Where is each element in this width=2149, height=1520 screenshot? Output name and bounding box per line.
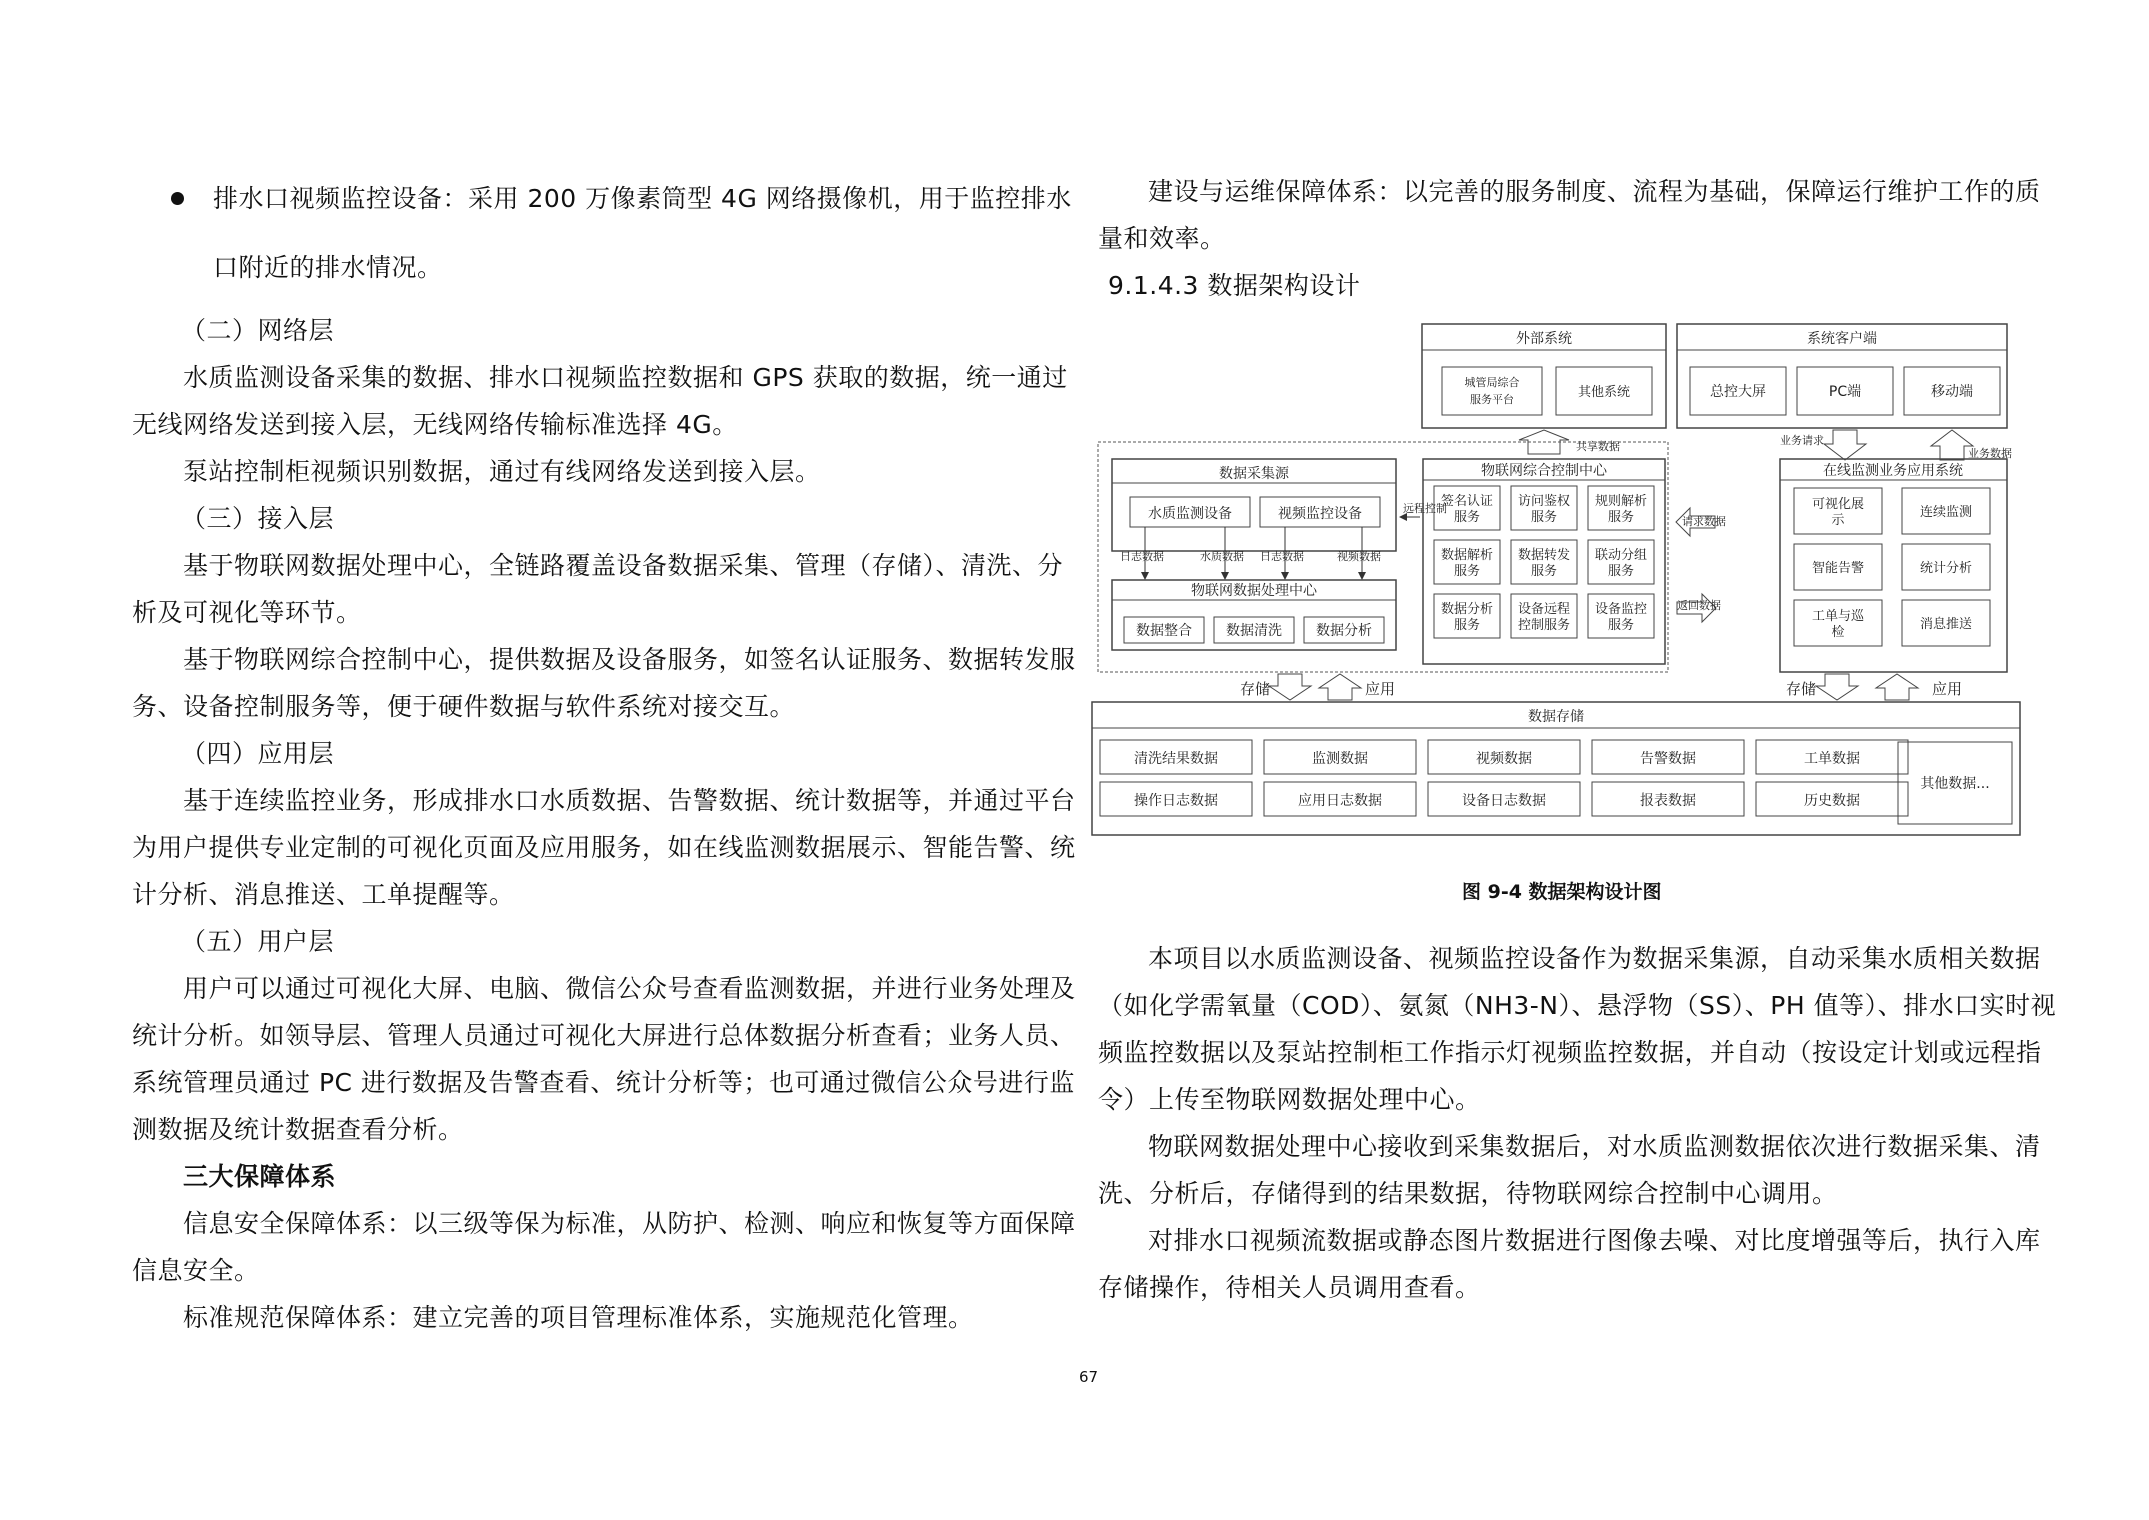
paragraph-line: 务、设备控制服务等，便于硬件数据与软件系统对接交互。 (132, 692, 796, 721)
bullet-item-line1: 排水口视频监控设备：采用 200 万像素筒型 4G 网络摄像机，用于监控排水 (213, 184, 1072, 213)
storage-arrow-label: 应用 (1365, 680, 1396, 698)
external-item: 其他系统 (1577, 385, 1631, 400)
app-function: 可视化展示 (1811, 497, 1865, 528)
collection-device: 视频监控设备 (1278, 506, 1362, 522)
storage-arrow-label: 存储 (1786, 680, 1817, 698)
processing-item: 数据清洗 (1226, 623, 1282, 639)
app-function: 工单与巡检 (1811, 609, 1865, 640)
storage-item: 应用日志数据 (1298, 793, 1382, 809)
paragraph-line: 系统管理员通过 PC 进行数据及告警查看、统计分析等；也可通过微信公众号进行监 (132, 1068, 1075, 1097)
processing-item: 数据分析 (1316, 623, 1372, 639)
paragraph-line: 本项目以水质监测设备、视频监控设备作为数据采集源，自动采集水质相关数据 (1148, 944, 2041, 973)
app-function: 连续监测 (1919, 505, 1973, 520)
collection-device: 水质监测设备 (1148, 506, 1232, 522)
paragraph-line: 为用户提供专业定制的可视化页面及应用服务，如在线监测数据展示、智能告警、统 (132, 833, 1076, 862)
collection-title: 数据采集源 (1219, 466, 1289, 482)
iot-service: 规则解析服务 (1594, 494, 1648, 525)
request-label: 请求数据 (1682, 515, 1726, 528)
biz-request-label: 业务请求 (1780, 434, 1824, 447)
paragraph-line: 信息安全。 (132, 1256, 260, 1285)
paragraph-line: 析及可视化等环节。 (132, 598, 362, 627)
flow-label: 日志数据 (1260, 550, 1304, 563)
client-item: 移动端 (1931, 384, 1973, 400)
iot-service: 访问鉴权服务 (1517, 494, 1571, 525)
paragraph-line: 统计分析。如领导层、管理人员通过可视化大屏进行总体数据分析查看；业务人员、 (132, 1021, 1076, 1050)
app-heading: （四）应用层 (181, 739, 335, 768)
iot-service: 数据分析服务 (1440, 602, 1494, 633)
iot-service: 签名认证服务 (1440, 494, 1494, 525)
paragraph-line: 标准规范保障体系：建立完善的项目管理标准体系，实施规范化管理。 (183, 1303, 974, 1332)
client-title: 系统客户端 (1807, 331, 1877, 347)
paragraph-line: 泵站控制柜视频识别数据，通过有线网络发送到接入层。 (183, 457, 821, 486)
flow-label: 日志数据 (1120, 550, 1164, 563)
return-label: 返回数据 (1677, 599, 1721, 612)
paragraph-line: 令）上传至物联网数据处理中心。 (1098, 1085, 1481, 1114)
page-number: 67 (1079, 1368, 1099, 1386)
paragraph-line: 测数据及统计数据查看分析。 (132, 1115, 464, 1144)
app-function: 智能告警 (1811, 561, 1865, 576)
user-heading: （五）用户层 (181, 927, 335, 956)
paragraph-line: 频监控数据以及泵站控制柜工作指示灯视频监控数据，并自动（按设定计划或远程指 (1098, 1038, 2042, 1067)
section-heading: 9.1.4.3 数据架构设计 (1108, 271, 1361, 300)
paragraph-line: 无线网络发送到接入层，无线网络传输标准选择 4G。 (132, 410, 738, 439)
paragraph-line: 水质监测设备采集的数据、排水口视频监控数据和 GPS 获取的数据，统一通过 (183, 363, 1068, 392)
flow-label: 视频数据 (1337, 550, 1381, 563)
storage-title: 数据存储 (1528, 709, 1584, 725)
storage-item: 操作日志数据 (1134, 793, 1218, 809)
external-title: 外部系统 (1516, 331, 1572, 347)
figure-caption: 图 9-4 数据架构设计图 (1462, 881, 1662, 903)
monitor-app-title: 在线监测业务应用系统 (1823, 463, 1963, 479)
storage-item: 历史数据 (1804, 793, 1860, 809)
paragraph-line: 洗、分析后，存储得到的结果数据，待物联网综合控制中心调用。 (1098, 1179, 1838, 1208)
flow-label: 水质数据 (1200, 550, 1244, 563)
paragraph-line: 信息安全保障体系：以三级等保为标准，从防护、检测、响应和恢复等方面保障 (183, 1209, 1076, 1238)
bullet-icon (171, 192, 184, 205)
storage-item: 告警数据 (1640, 751, 1696, 767)
storage-item: 视频数据 (1476, 751, 1532, 767)
external-item: 城管局综合服务平台 (1464, 376, 1520, 406)
storage-other: 其他数据... (1920, 776, 1990, 792)
share-label: 共享数据 (1576, 440, 1620, 453)
iot-service: 联动分组服务 (1594, 548, 1648, 579)
data-architecture-diagram (1090, 322, 2023, 844)
storage-item: 清洗结果数据 (1134, 751, 1218, 767)
paragraph-line: 计分析、消息推送、工单提醒等。 (132, 880, 515, 909)
paragraph-line: 对排水口视频流数据或静态图片数据进行图像去噪、对比度增强等后，执行入库 (1148, 1226, 2041, 1255)
iot-service: 设备监控服务 (1594, 602, 1648, 633)
paragraph-line: 基于连续监控业务，形成排水口水质数据、告警数据、统计数据等，并通过平台 (183, 786, 1076, 815)
paragraph-line: （如化学需氧量（COD）、氨氮（NH3-N）、悬浮物（SS）、PH 值等）、排水口实时视 (1098, 991, 2057, 1020)
app-function: 统计分析 (1919, 561, 1973, 576)
storage-item: 设备日志数据 (1462, 793, 1546, 809)
storage-arrow-label: 存储 (1240, 680, 1271, 698)
storage-item: 报表数据 (1640, 793, 1696, 809)
paragraph-line: 基于物联网综合控制中心，提供数据及设备服务，如签名认证服务、数据转发服 (183, 645, 1076, 674)
paragraph-line: 存储操作，待相关人员调用查看。 (1098, 1273, 1481, 1302)
guarantee-heading: 三大保障体系 (183, 1162, 337, 1191)
app-function: 消息推送 (1919, 617, 1973, 632)
paragraph-line: 建设与运维保障体系：以完善的服务制度、流程为基础，保障运行维护工作的质 (1148, 177, 2041, 206)
remote-control-label: 远程控制 (1403, 502, 1447, 515)
bullet-item-line2: 口附近的排水情况。 (213, 253, 443, 282)
paragraph-line: 基于物联网数据处理中心，全链路覆盖设备数据采集、管理（存储）、清洗、分 (183, 551, 1064, 580)
network-heading: （二）网络层 (181, 316, 335, 345)
iot-service: 数据转发服务 (1517, 548, 1571, 579)
iot-control-title: 物联网综合控制中心 (1481, 463, 1607, 479)
paragraph-line: 量和效率。 (1098, 224, 1226, 253)
client-item: PC端 (1828, 384, 1862, 400)
processing-title: 物联网数据处理中心 (1191, 583, 1317, 599)
paragraph-line: 用户可以通过可视化大屏、电脑、微信公众号查看监测数据，并进行业务处理及 (183, 974, 1076, 1003)
storage-arrow-label: 应用 (1932, 680, 1963, 698)
iot-service: 设备远程控制服务 (1517, 602, 1571, 633)
paragraph-line: 物联网数据处理中心接收到采集数据后，对水质监测数据依次进行数据采集、清 (1148, 1132, 2041, 1161)
storage-item: 工单数据 (1804, 751, 1860, 767)
iot-service: 数据解析服务 (1440, 548, 1494, 579)
processing-item: 数据整合 (1136, 623, 1192, 639)
storage-item: 监测数据 (1312, 751, 1368, 767)
access-heading: （三）接入层 (181, 504, 335, 533)
biz-data-label: 业务数据 (1968, 447, 2012, 460)
client-item: 总控大屏 (1710, 384, 1766, 400)
